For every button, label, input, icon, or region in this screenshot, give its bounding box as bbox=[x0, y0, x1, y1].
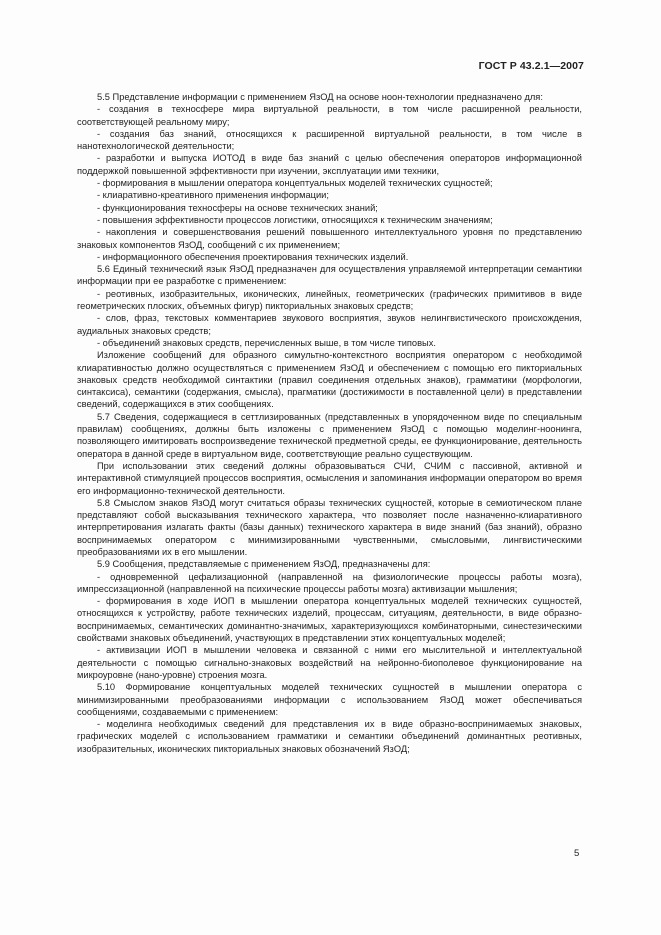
paragraph: - создания в техносфере мира виртуальной реальности, в том числе расширенной реальности, соответствующей реальному миру; bbox=[77, 104, 582, 127]
document-body bbox=[77, 91, 582, 755]
paragraph: - моделинга необходимых сведений для представления их в виде образно-воспринимаемых знаковых, графических моделей с использованием грамматики и семантики объединений доминантных реотивных, изобразительных, иконических пикториальных знаковых обозначений ЯзОД; bbox=[77, 719, 582, 754]
paragraph: 5.6 Единый технический язык ЯзОД предназначен для осуществления управляемой интерпретации семантики информации при ее разработке с применением: bbox=[77, 264, 582, 287]
paragraph: - формирования в мышлении оператора концептуальных моделей технических сущностей; bbox=[97, 178, 493, 189]
paragraph: 5.10 Формирование концептуальных моделей технических сущностей в мышлении оператора с минимизированными преобразованиями информации с использованием ЯзОД может обеспечиваться сообщениями, создаваемыми с применением: bbox=[77, 682, 582, 717]
paragraph: - повышения эффективности процессов логистики, относящихся к техническим значениям; bbox=[97, 214, 493, 225]
paragraph: 5.8 Смыслом знаков ЯзОД могут считаться образы технических сущностей, которые в семиотическом плане представляют собой высказывания технического характера, что позволяет после назначенно-клиаративного интерпретирования излагать факты (базы данных) технического характера в виде знаний (баз знаний), образно воспринимаемых оператором с минимизированными чувственными, смысловыми, лингвистическими преобразованиями их в его мышлении. bbox=[77, 497, 582, 557]
paragraph: Изложение сообщений для образного симультно-контекстного восприятия оператором с необходимой клиаративностью должно осуществляться с применением ЯзОД и обеспечением с помощью его пикториальных знаковых средств необходимой синтактики (правил соединения отдельных знаков), грамматики (морфологии, синтаксиса), семантики (содержания, смысла), прагматики (достижимости в поставленной цели) в представлении сведений, содержащихся в этих сообщениях. bbox=[77, 350, 582, 410]
paragraph: - создания баз знаний, относящихся к расширенной виртуальной реальности, в том числе в нанотехнологической деятельности; bbox=[77, 128, 582, 152]
paragraph: - функционирования техносферы на основе технических знаний; bbox=[97, 202, 378, 213]
paragraph: При использовании этих сведений должны образовываться СЧИ, СЧИМ с пассивной, активной и интерактивной стимуляцией процессов восприятия, осмысления и запоминания информации оператором во время его информационно-технической деятельности. bbox=[77, 460, 582, 496]
paragraph: - накопления и совершенствования решений повышенного интеллектуального уровня по представлению знаковых компонентов ЯзОД, сообщений с их применением; bbox=[77, 227, 582, 250]
paragraph: - клиаративно-креативного применения информации; bbox=[97, 190, 329, 201]
paragraph: - одновременной цефализационной (направленной на физиологические процессы работы мозга), импрессизационной (направленной на психические процессы работы мозга) активизации мышления; bbox=[77, 571, 582, 594]
paragraph: - активизации ИОП в мышлении человека и связанной с ними его мыслительной и интеллектуальной деятельности с помощью сигнально-знаковых воздействий на нейронно-биополевое функционирование на микроуровне (нано-уровне) строения мозга. bbox=[77, 645, 582, 680]
paragraph: 5.5 Представление информации с применением ЯзОД на основе ноон-технологии предназначено для: bbox=[97, 92, 543, 102]
page-number: 5 bbox=[574, 848, 580, 859]
paragraph: - объединений знаковых средств, перечисленных выше, в том числе типовых. bbox=[97, 337, 436, 348]
paragraph: 5.9 Сообщения, представляемые с применением ЯзОД, предназначены для: bbox=[97, 559, 431, 570]
paragraph: - разработки и выпуска ИОТОД в виде баз знаний с целью обеспечения операторов информационной поддержкой повышенной эффективности при изучении, эксплуатации ими техники, bbox=[77, 153, 582, 176]
paragraph: - слов, фраз, текстовых комментариев звукового восприятия, звуков нелингвистического происхождения, аудиальных знаковых средств; bbox=[77, 313, 582, 336]
paragraph: 5.7 Сведения, содержащиеся в сеттлизированных (представленных в упорядоченном виде по специальным правилам) сообщениях, должны быть изложены с применением ЯзОД с помощью моделинг-ноонинга, позволяющего имитировать воспроизведение технической предметной среды, ее функционирование, деятельность оператора в данной среде в виртуальном виде, соответствующие реально существующим. bbox=[77, 411, 582, 459]
paragraph: - реотивных, изобразительных, иконических, линейных, геометрических (графических примитивов в виде геометрических плоских, объемных фигур) пикториальных знаковых средств; bbox=[77, 288, 582, 312]
paragraph: - информационного обеспечения проектирования технических изделий. bbox=[97, 251, 409, 262]
document-header: ГОСТ Р 43.2.1—2007 bbox=[478, 60, 584, 72]
paragraph: - формирования в ходе ИОП в мышлении оператора концептуальных моделей технических сущностей, относящихся к устройству, работе технических изделий, процессам, ситуациям, деятельности, в виде образно-воспринимаемых, семантических доминантно-значимых, характеризующихся комбинаторными, синестезическими свойствами знаковых объединений, участвующих в представлении этих концептуальных моделей; bbox=[77, 596, 582, 644]
